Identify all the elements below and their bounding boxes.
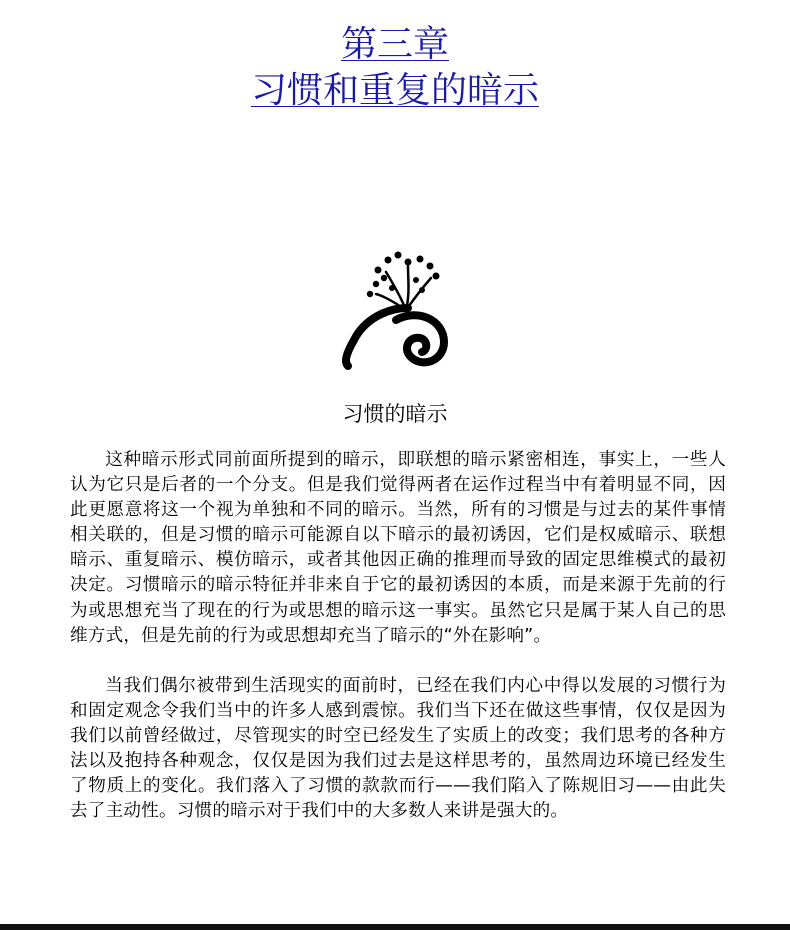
chapter-heading [0,22,790,114]
section-title: 习惯的暗示 [342,402,448,426]
section-body [70,448,726,824]
sprout-spiral-icon [336,250,454,375]
paragraph: 当我们偶尔被带到生活现实的面前时，已经在我们内心中得以发展的习惯行为和固定观念令我们当中的许多人感到震惊。我们当下还在做这些事情，仅仅是因为我们以前曾经做过，尽管现实的时空已经发生了实质上的改变；我们思考的各种方法以及抱持各种观念，仅仅是因为我们过去是这样思考的，虽然周边环境已经发生了物质上的变化。我们落入了习惯的款款而行——我们陷入了陈规旧习——由此失去了主动性。习惯的暗示对于我们中的大多数人来讲是强大的。 [70,675,726,822]
chapter-title-link[interactable]: 习惯和重复的暗示 [250,70,539,111]
bottom-divider [0,924,790,930]
chapter-number-link[interactable]: 第三章 [340,24,449,65]
paragraph: 这种暗示形式同前面所提到的暗示，即联想的暗示紧密相连，事实上，一些人认为它只是后者的一个分支。但是我们觉得两者在运作过程当中有着明显不同，因此更愿意将这一个视为单独和不同的暗示。当然，所有的习惯是与过去的某件事情相关联的，但是习惯的暗示可能源自以下暗示的最初诱因，它们是权威暗示、联想暗示、重复暗示、模仿暗示，或者其他因正确的推理而导致的固定思维模式的最初决定。习惯暗示的暗示特征并非来自于它的最初诱因的本质，而是来源于先前的行为或思想充当了现在的行为或思想的暗示这一事实。虽然它只是属于某人自己的思维方式，但是先前的行为或思想却充当了暗示的“外在影响”。 [70,450,726,646]
